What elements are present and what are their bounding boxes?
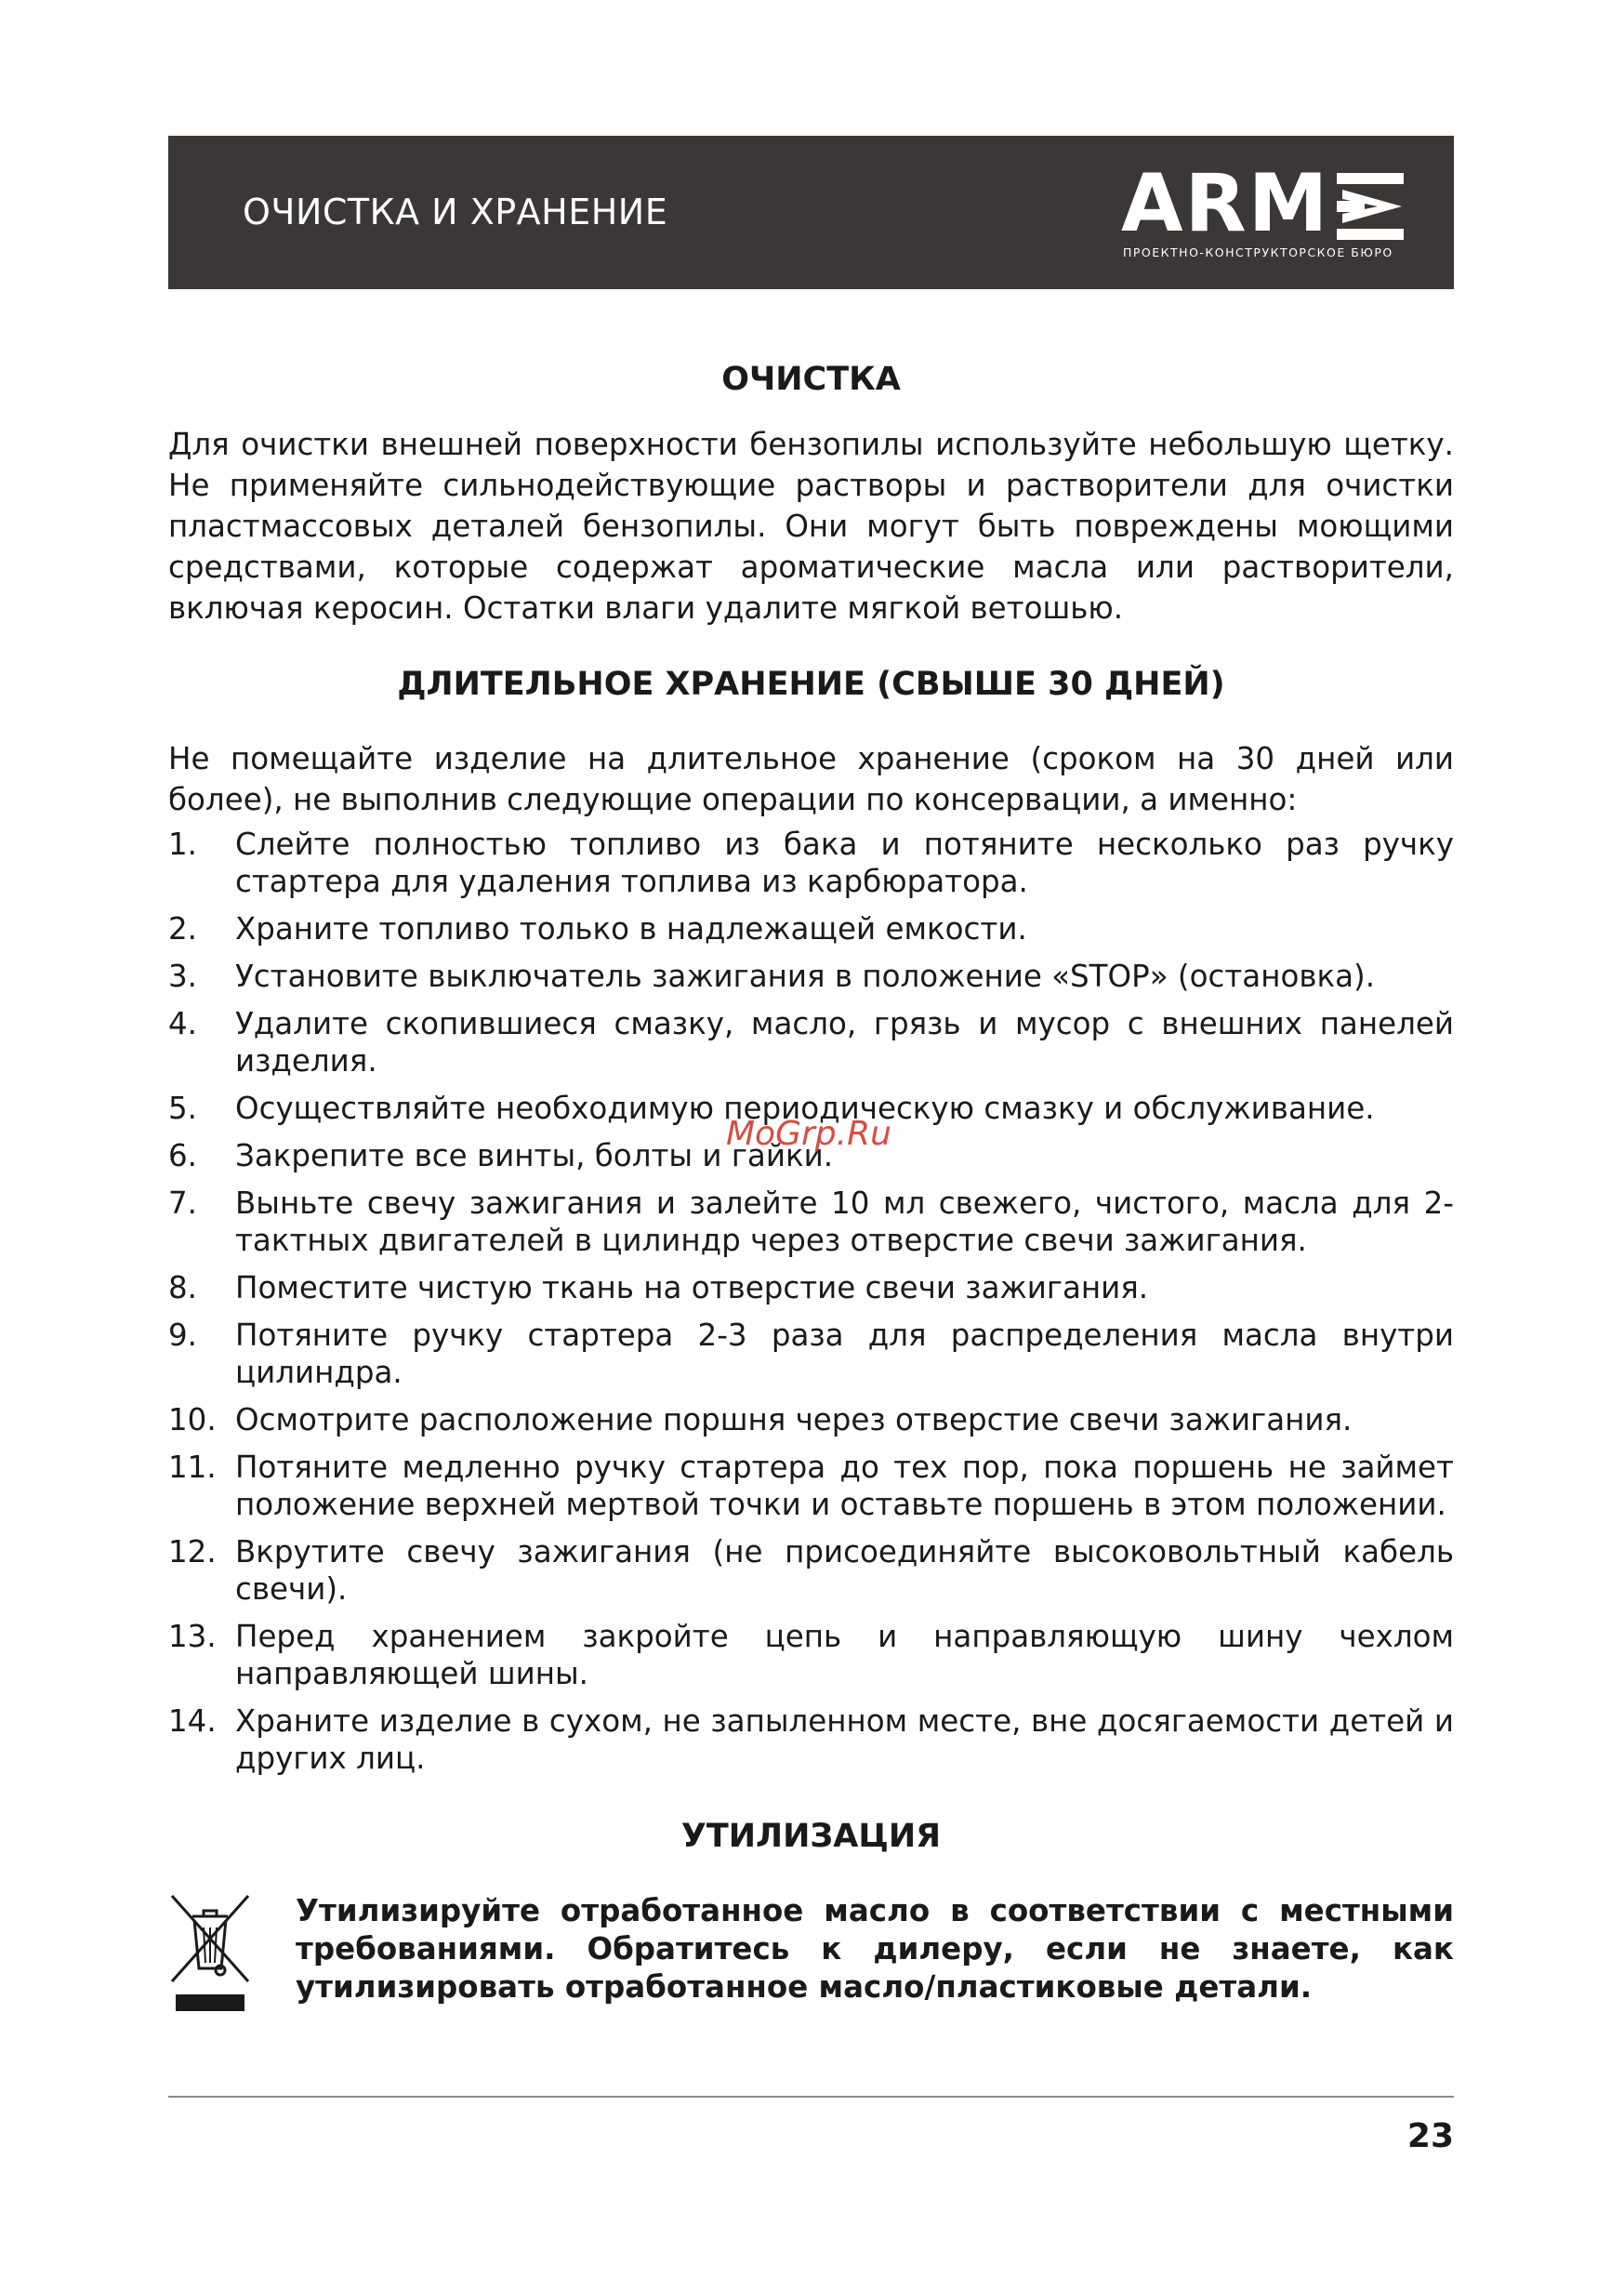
- crossed-out-bin-icon: [168, 1892, 252, 2013]
- cleaning-paragraph: Для очистки внешней поверхности бензопилы используйте небольшую щетку. Не применяйте сильнодействующие растворы и растворители для очистки пластмассовых деталей бензопилы. Они могут быть повреждены моющими средствами, которые содержат ароматические масла или растворители, включая керосин. Остатки влаги удалите мягкой ветошью.: [168, 427, 1454, 626]
- list-item: [168, 1449, 1454, 1523]
- storage-intro: Не помещайте изделие на длительное хранение (сроком на 30 дней или более), не выполнив следующие операции по консервации, а именно:: [168, 741, 1454, 817]
- step-text: Осуществляйте необходимую периодическую смазку и обслуживание.: [235, 1091, 1375, 1126]
- logo-subtitle: ПРОЕКТНО-КОНСТРУКТОРСКОЕ БЮРО: [1123, 245, 1393, 259]
- step-text: Выньте свечу зажигания и залейте 10 мл свежего, чистого, масла для 2-тактных двигателей в цилиндр через отверстие свечи зажигания.: [235, 1185, 1454, 1258]
- step-text: Храните изделие в сухом, не запыленном месте, вне досягаемости детей и других лиц.: [235, 1703, 1454, 1776]
- step-text: Потяните медленно ручку стартера до тех пор, пока поршень не займет положение верхней мертвой точки и оставьте поршень в этом положении.: [235, 1450, 1454, 1522]
- step-number: 14.: [168, 1703, 217, 1739]
- step-number: 3.: [168, 959, 198, 994]
- step-number: 11.: [168, 1450, 217, 1485]
- storage-heading: ДЛИТЕЛЬНОЕ ХРАНЕНИЕ (СВЫШЕ 30 ДНЕЙ): [397, 666, 1225, 703]
- page-content: [168, 353, 1454, 2032]
- step-text: Поместите чистую ткань на отверстие свечи зажигания.: [235, 1270, 1149, 1305]
- storage-steps-list: [168, 826, 1454, 1777]
- list-item: [168, 1005, 1454, 1079]
- step-text: Удалите скопившиеся смазку, масло, грязь и мусор с внешних панелей изделия.: [235, 1006, 1454, 1079]
- step-text: Вкрутите свечу зажигания (не присоединяйте высоковольтный кабель свечи).: [235, 1534, 1454, 1607]
- list-item: [168, 1269, 1454, 1306]
- step-text: Потяните ручку стартера 2-3 раза для распределения масла внутри цилиндра.: [235, 1318, 1454, 1390]
- step-number: 1.: [168, 827, 198, 862]
- step-number: 2.: [168, 911, 198, 947]
- section-title: ОЧИСТКА И ХРАНЕНИЕ: [243, 192, 668, 232]
- step-number: 13.: [168, 1619, 217, 1654]
- step-text: Слейте полностью топливо из бака и потяните несколько раз ручку стартера для удаления топлива из карбюратора.: [235, 827, 1454, 899]
- arm-logo: [1121, 157, 1400, 272]
- logo-arrow-icon: [1337, 173, 1404, 240]
- list-item: [168, 1533, 1454, 1608]
- step-number: 9.: [168, 1318, 198, 1353]
- list-item: [168, 1618, 1454, 1692]
- step-number: 5.: [168, 1091, 198, 1126]
- list-item: [168, 1702, 1454, 1777]
- logo-text: ARM: [1121, 157, 1330, 250]
- list-item: [168, 910, 1454, 947]
- list-item: [168, 1185, 1454, 1259]
- disposal-heading: УТИЛИЗАЦИЯ: [680, 1818, 942, 1855]
- footer-divider: [168, 2096, 1454, 2098]
- step-text: Перед хранением закройте цепь и направляющую шину чехлом направляющей шины.: [235, 1619, 1454, 1691]
- disposal-block: [168, 1892, 1454, 2032]
- step-number: 10.: [168, 1402, 217, 1437]
- step-number: 6.: [168, 1138, 198, 1173]
- page-number: 23: [1406, 2117, 1454, 2155]
- list-item: [168, 1317, 1454, 1391]
- watermark: MoGrp.Ru: [726, 1115, 891, 1153]
- step-number: 4.: [168, 1006, 198, 1041]
- page-header: [168, 136, 1454, 289]
- step-number: 8.: [168, 1270, 198, 1305]
- step-number: 7.: [168, 1185, 198, 1221]
- step-text: Храните топливо только в надлежащей емкости.: [235, 911, 1027, 947]
- step-text: Осмотрите расположение поршня через отверстие свечи зажигания.: [235, 1402, 1353, 1437]
- step-number: 12.: [168, 1534, 217, 1569]
- disposal-text: Утилизируйте отработанное масло в соответствии с местными требованиями. Обратитесь к дилеру, если не знаете, как утилизировать отработанное масло/пластиковые детали.: [296, 1893, 1454, 2005]
- list-item: [168, 958, 1454, 995]
- step-text: Закрепите все винты, болты и гайки.: [235, 1138, 834, 1173]
- list-item: [168, 1401, 1454, 1438]
- cleaning-heading: ОЧИСТКА: [721, 361, 901, 398]
- step-text: Установите выключатель зажигания в положение «STOP» (остановка).: [235, 959, 1376, 994]
- list-item: [168, 826, 1454, 900]
